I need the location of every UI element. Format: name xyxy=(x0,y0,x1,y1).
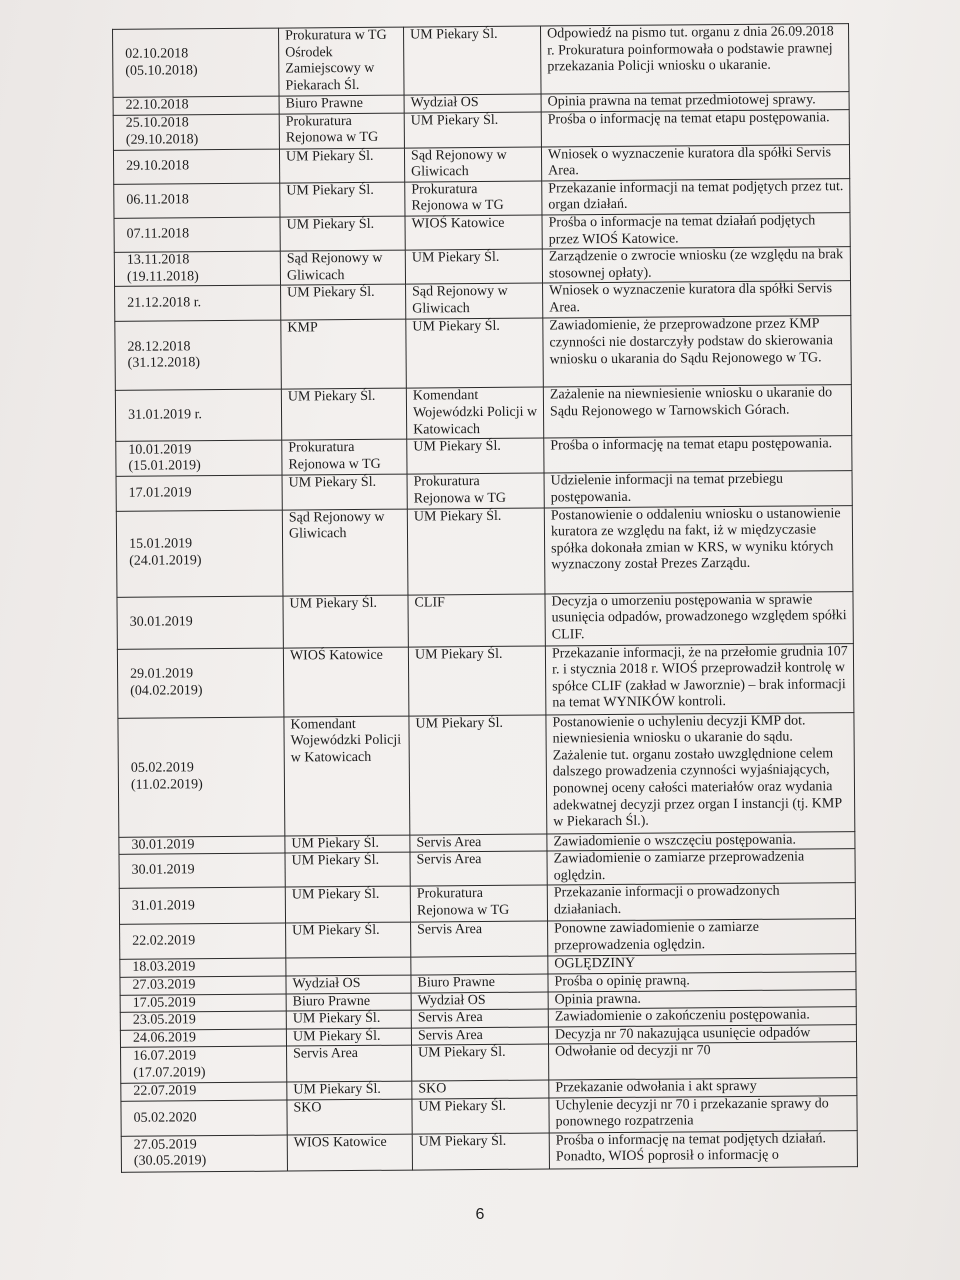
cell-date: 17.05.2019 xyxy=(120,994,286,1013)
cell-to: Sąd Rejonowy w Gliwicach xyxy=(404,147,541,182)
cell-content: Postanowienie o oddaleniu wniosku o ustanowienie kuratora ze względu na fakt, iż w międzyczasie spółka dokonała zmian w KRS, w wyniku których wyznaczony został Prezes Zarządu. xyxy=(544,505,853,593)
cell-content: Zawiadomienie, że przeprowadzone przez KMP czynności nie dostarczyły podstaw do skierowania wniosku o ukarania do Sądu Rejonowego w TG. xyxy=(543,316,852,387)
cell-from: Sąd Rejonowy w Gliwicach xyxy=(282,509,408,596)
table-row xyxy=(116,471,852,511)
correspondence-table xyxy=(112,23,858,1173)
cell-date: 10.01.2019 (15.01.2019) xyxy=(116,440,282,476)
cell-date: 24.06.2019 xyxy=(120,1029,286,1048)
cell-date: 15.01.2019 (24.01.2019) xyxy=(116,510,283,597)
cell-to: Komendant Wojewódzki Policji w Katowicach xyxy=(406,387,543,439)
cell-date: 16.07.2019 (17.07.2019) xyxy=(121,1046,287,1083)
cell-date: 06.11.2018 xyxy=(114,183,280,218)
cell-content: Przekazanie odwołania i akt sprawy xyxy=(549,1078,857,1098)
cell-to: Servis Area xyxy=(410,834,547,853)
table-row xyxy=(113,109,849,150)
cell-date: 29.10.2018 xyxy=(113,149,279,184)
table-row xyxy=(119,883,855,925)
cell-from: UM Piekary Śl. xyxy=(286,922,411,958)
cell-content: OGLĘDZINY xyxy=(548,954,856,974)
cell-from: Prokuratura Rejonowa w TG xyxy=(279,113,404,149)
cell-date: 05.02.2019 (11.02.2019) xyxy=(118,717,285,837)
cell-content: Wniosek o wyznaczenie kuratora dla spółki Servis Area. xyxy=(541,144,849,181)
cell-to: UM Piekary Śl. xyxy=(407,508,545,595)
cell-to: SKO xyxy=(412,1080,549,1099)
cell-date: 05.02.2020 xyxy=(121,1100,287,1136)
cell-content: Zawiadomienie o zamiarze przeprowadzenia oględzin. xyxy=(547,849,855,886)
cell-date: 30.01.2019 xyxy=(119,853,285,888)
table-row xyxy=(115,385,851,442)
cell-to: Biuro Prawne xyxy=(411,974,548,993)
cell-content: Odwołanie od decyzji nr 70 xyxy=(548,1042,856,1080)
cell-from: Prokuratura w TG Ośrodek Zamiejscowy w Piekarach Śl. xyxy=(279,27,405,96)
cell-date: 31.01.2019 r. xyxy=(115,389,281,441)
cell-to: UM Piekary Śl. xyxy=(409,715,547,835)
cell-date: 23.05.2019 xyxy=(120,1011,286,1030)
cell-from: Servis Area xyxy=(287,1045,412,1082)
table-row xyxy=(114,247,850,287)
cell-from: UM Piekary Śl. xyxy=(279,148,404,183)
cell-from: Komendant Wojewódzki Policji w Katowicach xyxy=(284,716,410,836)
cell-to: WIOŚ Katowice xyxy=(405,215,542,250)
cell-content: Prośba o informacje na temat działań podjętych przez WIOŚ Katowice. xyxy=(542,213,850,250)
cell-content: Ponowne zawiadomienie o zamiarze przeprowadzenia oględzin. xyxy=(548,919,856,956)
cell-content: Zażalenie na niewniesienie wniosku o ukaranie do Sądu Rejonowego w Tarnowskich Górach. xyxy=(543,385,851,438)
cell-date: 07.11.2018 xyxy=(114,217,280,252)
cell-to: UM Piekary Śl. xyxy=(412,1098,549,1134)
cell-date: 27.03.2019 xyxy=(120,976,286,995)
cell-to: Wydział OS xyxy=(404,94,541,113)
cell-from: UM Piekary Śl. xyxy=(287,1081,412,1100)
cell-to: UM Piekary Śl. xyxy=(406,318,544,388)
cell-content: Udzielenie informacji na temat przebiegu postępowania. xyxy=(544,471,852,508)
cell-content: Opinia prawna na temat przedmiotowej sprawy. xyxy=(541,92,849,112)
cell-content: Prośba o opinię prawną. xyxy=(548,971,856,991)
cell-content: Przekazanie informacji, że na przełomie grudnia 107 r. i stycznia 2018 r. WIOŚ przeprowadził kontrolę w spółce CLIF (zakład w Jaworznie) – brak informacji na temat WYNIKÓW kontroli. xyxy=(545,643,854,714)
table-row xyxy=(117,591,853,649)
cell-from: UM Piekary Śl. xyxy=(280,182,405,217)
page-number: 6 xyxy=(475,1206,485,1223)
cell-from xyxy=(286,957,411,976)
cell-from: UM Piekary Śl. xyxy=(285,886,410,923)
cell-content: Prośba o informację na temat etapu postępowania. xyxy=(544,436,852,473)
table-row xyxy=(121,1130,857,1172)
cell-to: UM Piekary Śl. xyxy=(407,438,544,474)
cell-content: Opinia prawna. xyxy=(548,989,856,1009)
cell-date: 21.12.2018 r. xyxy=(115,285,281,321)
cell-to: Prokuratura Rejonowa w TG xyxy=(407,473,544,508)
cell-to: Prokuratura Rejonowa w TG xyxy=(410,885,547,922)
table-row xyxy=(118,712,855,837)
cell-to: UM Piekary Śl. xyxy=(408,646,546,716)
cell-content: Zarządzenie o zwrocie wniosku (ze względu na brak stosownej opłaty). xyxy=(542,247,850,284)
cell-content: Uchylenie decyzji nr 70 i przekazanie sprawy do ponownego rozpatrzenia xyxy=(549,1095,857,1132)
cell-from: SKO xyxy=(287,1099,412,1135)
cell-date: 22.07.2019 xyxy=(121,1082,287,1101)
table-row xyxy=(116,505,853,597)
cell-date: 22.10.2018 xyxy=(113,96,279,115)
cell-from: UM Piekary Śl. xyxy=(285,835,410,854)
table-row xyxy=(115,316,852,391)
cell-content: Prośba o informację na temat podjętych działań. Ponadto, WIOŚ poprosił o informację o xyxy=(549,1130,857,1168)
table-row xyxy=(114,213,850,253)
table-row xyxy=(120,919,856,960)
cell-to: UM Piekary Śl. xyxy=(405,249,542,284)
cell-date: 30.01.2019 xyxy=(117,596,283,649)
cell-to: Wydział OS xyxy=(411,991,548,1010)
cell-from: WIOS Katowice xyxy=(287,1134,412,1171)
cell-content: Prośba o informację na temat etapu postępowania. xyxy=(541,109,849,146)
cell-from: Wydział OS xyxy=(286,975,411,994)
cell-date: 28.12.2018 (31.12.2018) xyxy=(115,320,282,390)
cell-from: UM Piekary Śl. xyxy=(280,216,405,251)
cell-content: Zawiadomienie o zakończeniu postępowania. xyxy=(548,1007,856,1027)
cell-to: UM Piekary Śl. xyxy=(404,112,541,148)
cell-content: Wniosek o wyznaczenie kuratora dla spółki Servis Area. xyxy=(543,281,851,318)
cell-content: Decyzja nr 70 nakazująca usunięcie odpadów xyxy=(548,1024,856,1044)
cell-date: 13.11.2018 (19.11.2018) xyxy=(114,251,280,286)
table-row xyxy=(121,1042,857,1084)
cell-from: UM Piekary Śl. xyxy=(286,1028,411,1047)
cell-date: 02.10.2018 (05.10.2018) xyxy=(113,28,280,97)
cell-from: UM Piekary Śl. xyxy=(281,284,406,320)
cell-date: 25.10.2018 (29.10.2018) xyxy=(113,114,279,150)
cell-from: Biuro Prawne xyxy=(279,95,404,114)
cell-content: Przekazanie informacji na temat podjętych przez tut. organ działań. xyxy=(542,178,850,215)
cell-to: CLIF xyxy=(408,594,545,647)
table-row xyxy=(116,436,852,477)
cell-to: Servis Area xyxy=(410,851,547,886)
cell-from: KMP xyxy=(281,319,407,389)
cell-to: Servis Area xyxy=(411,1027,548,1046)
cell-to: Servis Area xyxy=(411,921,548,957)
cell-content: Przekazanie informacji o prowadzonych działaniach. xyxy=(547,883,855,921)
table-row xyxy=(119,849,855,889)
table-body xyxy=(113,24,858,1173)
cell-date: 17.01.2019 xyxy=(116,475,282,510)
cell-date: 22.02.2019 xyxy=(120,923,286,959)
table-row xyxy=(117,643,854,718)
cell-date: 29.01.2019 (04.02.2019) xyxy=(117,648,284,718)
cell-content: Odpowiedź na pismo tut. organu z dnia 26.09.2018 r. Prokuratura poinformowała o podstawie prawnej przekazania Policji wniosku o ukaranie. xyxy=(541,24,850,94)
cell-content: Zawiadomienie o wszczęciu postępowania. xyxy=(547,831,855,851)
cell-to: Sąd Rejonowy w Gliwicach xyxy=(406,283,543,319)
cell-from: WIOŚ Katowice xyxy=(283,647,409,717)
cell-to: Prokuratura Rejonowa w TG xyxy=(405,181,542,216)
cell-content: Decyzja o umorzeniu postępowania w sprawie usunięcia odpadów, prowadzonego względem spółki CLIF. xyxy=(545,591,853,645)
cell-date: 27.05.2019 (30.05.2019) xyxy=(121,1135,287,1172)
cell-from: Prokuratura Rejonowa w TG xyxy=(282,439,407,475)
cell-from: UM Piekary Śl. xyxy=(283,595,408,648)
cell-to: Servis Area xyxy=(411,1009,548,1028)
table-row xyxy=(114,178,850,218)
table-row xyxy=(121,1095,857,1136)
cell-date: 31.01.2019 xyxy=(119,887,285,924)
cell-to: UM Piekary Śl. xyxy=(404,26,542,95)
cell-to xyxy=(411,956,548,975)
cell-from: Biuro Prawne xyxy=(286,993,411,1012)
table-row xyxy=(115,281,851,322)
cell-content: Postanowienie o uchyleniu decyzji KMP dot. niewniesienia wniosku o ukaranie do sądu. Zażalenie tut. organu zostało uwzględnione celem dalszego prowadzenia czynności wyjaśniających, ponownej oceny całości materiałów oraz wydania adekwatnej decyzji przez organ I instancji (tj. KMP w Piekarach Śl.). xyxy=(546,712,855,833)
cell-from: UM Piekary Śl. xyxy=(281,388,406,440)
table-row xyxy=(113,24,850,98)
cell-date: 18.03.2019 xyxy=(120,958,286,977)
cell-to: UM Piekary Śl. xyxy=(412,1044,549,1081)
cell-from: UM Piekary Śl. xyxy=(286,1010,411,1029)
cell-to: UM Piekary Śl. xyxy=(412,1133,549,1170)
cell-from: UM Piekary Śl. xyxy=(282,474,407,509)
cell-from: UM Piekary Śl. xyxy=(285,852,410,887)
table-row xyxy=(113,144,849,184)
cell-from: Sąd Rejonowy w Gliwicach xyxy=(280,250,405,285)
cell-date: 30.01.2019 xyxy=(119,836,285,855)
